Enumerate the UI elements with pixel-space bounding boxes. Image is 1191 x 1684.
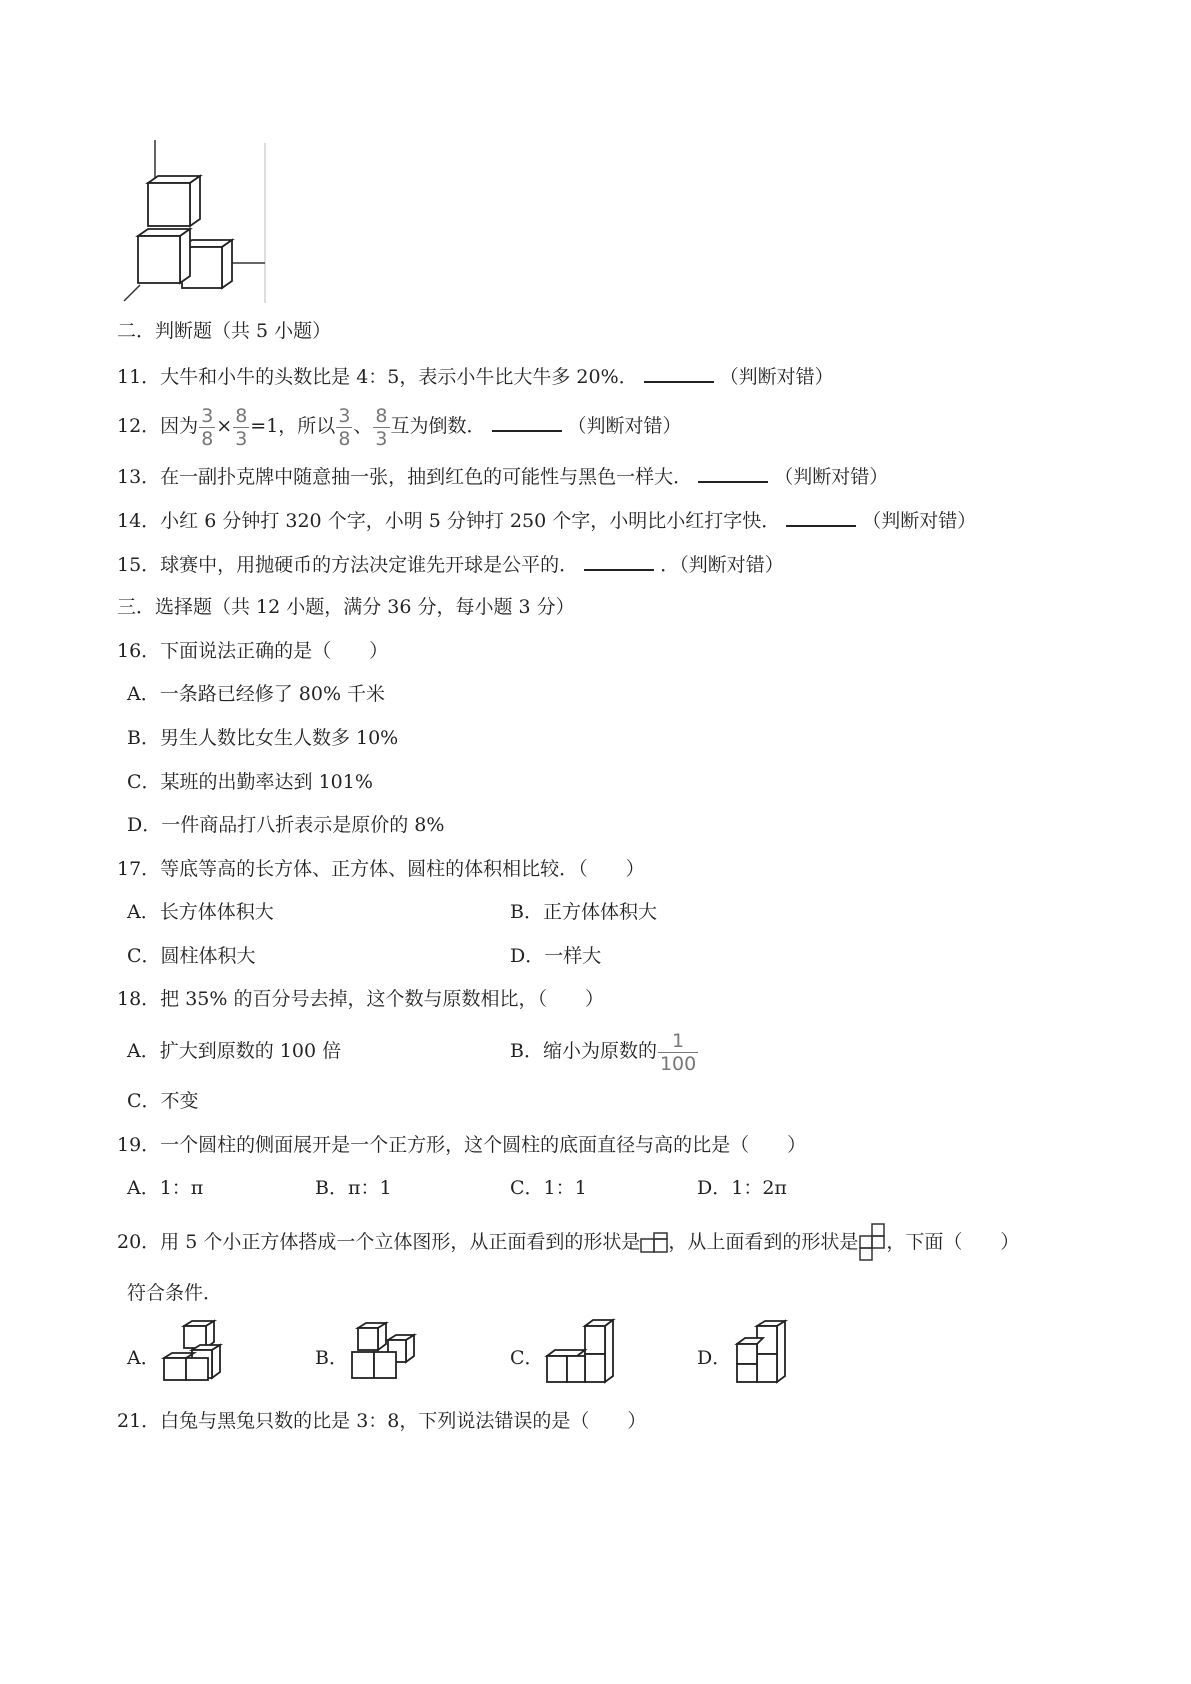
q20-stem-c: ，下面（ ） (886, 1231, 1020, 1253)
q14-tail: （判断对错） (862, 510, 977, 532)
fraction-denominator: 8 (338, 427, 351, 450)
q19-option-d[interactable]: D．1：2π (697, 1177, 787, 1199)
q19-option-c[interactable]: C．1：1 (510, 1177, 587, 1199)
q15-tail: ．（判断对错） (660, 554, 784, 576)
question-13 (117, 463, 888, 490)
q18-option-c[interactable]: C．不变 (127, 1090, 199, 1112)
q12-post: 互为倒数． (390, 415, 486, 437)
q11-answer-blank[interactable] (644, 363, 714, 383)
q13-text: 13．在一副扑克牌中随意抽一张，抽到红色的可能性与黑色一样大． (117, 466, 693, 488)
question-20-stem-line-2: 符合条件． (127, 1282, 223, 1304)
q15-text: 15．球赛中，用抛硬币的方法决定谁先开球是公平的． (117, 554, 579, 576)
fraction-numerator: 3 (338, 404, 351, 427)
q18-option-b-text: B．缩小为原数的 (510, 1040, 657, 1062)
cube-stack-figure (120, 135, 270, 310)
q14-answer-blank[interactable] (786, 507, 856, 527)
question-16-stem: 16．下面说法正确的是（ ） (117, 640, 389, 662)
q13-answer-blank[interactable] (698, 463, 768, 483)
fraction-numerator: 3 (201, 404, 214, 427)
question-19-stem: 19．一个圆柱的侧面展开是一个正方形，这个圆柱的底面直径与高的比是（ ） (117, 1134, 807, 1156)
question-12 (117, 402, 682, 450)
q16-option-b[interactable]: B．男生人数比女生人数多 10% (127, 727, 399, 749)
q16-option-a[interactable]: A．一条路已经修了 80% 千米 (127, 683, 386, 705)
q16-option-c[interactable]: C．某班的出勤率达到 101% (127, 771, 373, 793)
q20-option-b-label[interactable]: B． (315, 1347, 348, 1369)
q12-fraction-8-3-b (373, 405, 389, 450)
q17-option-b[interactable]: B．正方体体积大 (510, 901, 657, 923)
q11-tail: （判断对错） (719, 366, 834, 388)
question-18-stem: 18．把 35% 的百分号去掉，这个数与原数相比，（ ） (117, 988, 604, 1010)
fraction-denominator: 8 (201, 427, 214, 450)
fraction-denominator: 3 (235, 427, 248, 450)
section-3-heading: 三．选择题（共 12 小题，满分 36 分，每小题 3 分） (117, 596, 575, 618)
q18-fraction-1-100 (658, 1030, 698, 1075)
q12-eq: =1，所以 (250, 415, 336, 437)
q20-option-b-figure (350, 1322, 416, 1382)
q18-option-a[interactable]: A．扩大到原数的 100 倍 (127, 1040, 342, 1062)
q15-answer-blank[interactable] (584, 551, 654, 571)
q20-option-a-label[interactable]: A． (127, 1347, 160, 1369)
fraction-numerator: 8 (375, 404, 388, 427)
q12-sep: 、 (353, 415, 373, 437)
q20-option-a-figure (162, 1320, 224, 1384)
q12-fraction-3-8-b (336, 405, 352, 450)
q12-pre: 12．因为 (117, 415, 199, 437)
q17-option-c[interactable]: C．圆柱体积大 (127, 945, 256, 967)
q11-text: 11．大牛和小牛的头数比是 4：5，表示小牛比大牛多 20%． (117, 366, 638, 388)
q12-fraction-3-8 (199, 405, 215, 450)
q20-option-d-figure (733, 1320, 789, 1386)
fraction-denominator: 3 (375, 427, 388, 450)
q20-option-c-figure (545, 1318, 615, 1386)
front-view-icon (640, 1232, 668, 1254)
top-view-icon (858, 1223, 886, 1263)
question-17-stem: 17．等底等高的长方体、正方体、圆柱的体积相比较．（ ） (117, 858, 645, 880)
q19-option-a[interactable]: A．1：π (127, 1177, 204, 1199)
q20-stem-b: ，从上面看到的形状是 (668, 1231, 859, 1253)
q12-fraction-8-3 (233, 405, 249, 450)
q12-answer-blank[interactable] (492, 412, 562, 432)
q19-option-b[interactable]: B．π：1 (315, 1177, 392, 1199)
fraction-numerator: 1 (658, 1030, 698, 1053)
q20-option-c-label[interactable]: C． (510, 1347, 544, 1369)
q20-option-d-label[interactable]: D． (697, 1347, 732, 1369)
question-21-stem: 21．白兔与黑兔只数的比是 3：8，下列说法错误的是（ ） (117, 1410, 647, 1432)
question-14 (117, 507, 976, 534)
q17-option-d[interactable]: D．一样大 (510, 945, 602, 967)
q13-tail: （判断对错） (774, 466, 889, 488)
q17-option-a[interactable]: A．长方体体积大 (127, 901, 274, 923)
q20-stem-a: 20．用 5 个小正方体搭成一个立体图形，从正面看到的形状是 (117, 1231, 641, 1253)
q12-tail: （判断对错） (567, 415, 682, 437)
fraction-numerator: 8 (235, 404, 248, 427)
q14-text: 14．小红 6 分钟打 320 个字，小明 5 分钟打 250 个字，小明比小红打字快． (117, 510, 781, 532)
q12-times: × (216, 415, 233, 437)
question-15 (117, 551, 784, 578)
section-2-heading: 二．判断题（共 5 小题） (117, 320, 332, 342)
q16-option-d[interactable]: D．一件商品打八折表示是原价的 8% (127, 814, 445, 836)
question-20-stem (117, 1222, 1019, 1263)
question-11 (117, 363, 834, 390)
fraction-denominator: 100 (659, 1052, 697, 1075)
q18-option-b[interactable] (510, 1026, 699, 1076)
